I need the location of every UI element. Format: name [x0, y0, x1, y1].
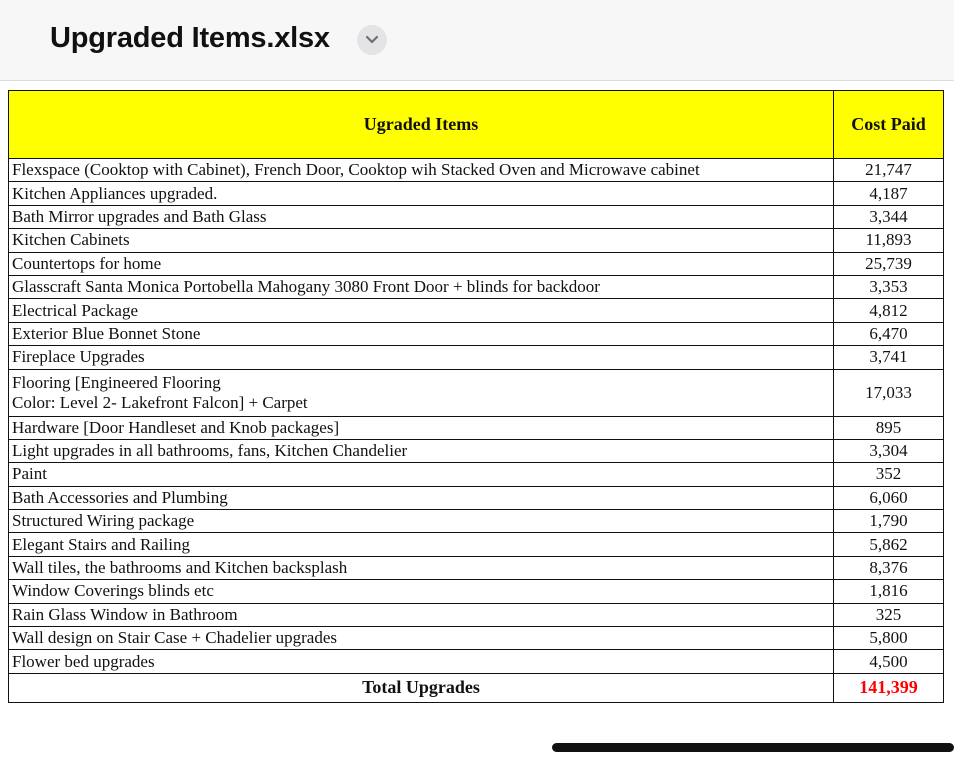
cost-cell[interactable]: 1,790: [834, 510, 944, 533]
cost-cell[interactable]: 8,376: [834, 556, 944, 579]
item-cell[interactable]: [9, 346, 834, 369]
item-text-line: Wall design on Stair Case + Chadelier upgrades: [12, 628, 338, 648]
item-text-line: Kitchen Cabinets: [12, 230, 130, 250]
spreadsheet-table: [8, 90, 944, 703]
document-title: Upgraded Items.xlsx: [50, 22, 330, 54]
item-text-line: Exterior Blue Bonnet Stone: [12, 323, 201, 343]
cost-cell[interactable]: 6,060: [834, 486, 944, 509]
item-text-line: Bath Accessories and Plumbing: [12, 487, 228, 507]
item-cell[interactable]: [9, 229, 834, 252]
cost-cell[interactable]: 11,893: [834, 229, 944, 252]
table-row: [9, 510, 944, 533]
item-cell[interactable]: [9, 603, 834, 626]
item-cell[interactable]: [9, 182, 834, 205]
table-row: [9, 439, 944, 462]
item-cell[interactable]: [9, 439, 834, 462]
horizontal-scrollbar[interactable]: [552, 743, 954, 752]
item-text-line: Rain Glass Window in Bathroom: [12, 604, 238, 624]
table-row: [9, 486, 944, 509]
item-text-line: Window Coverings blinds etc: [12, 581, 214, 601]
column-header-items[interactable]: Ugraded Items: [9, 91, 834, 159]
chevron-down-icon: [364, 33, 380, 47]
item-cell[interactable]: [9, 556, 834, 579]
item-cell[interactable]: [9, 416, 834, 439]
table-row: [9, 580, 944, 603]
cost-cell[interactable]: 17,033: [834, 369, 944, 416]
cost-cell[interactable]: 3,304: [834, 439, 944, 462]
cost-cell[interactable]: 21,747: [834, 159, 944, 182]
item-cell[interactable]: [9, 463, 834, 486]
title-bar: [0, 0, 954, 81]
item-cell[interactable]: [9, 510, 834, 533]
table-row: [9, 369, 944, 416]
item-text-line: Structured Wiring package: [12, 511, 195, 531]
header-row: [9, 91, 944, 159]
table-row: [9, 229, 944, 252]
item-text-line: Countertops for home: [12, 253, 162, 273]
item-text-line: Flooring [Engineered Flooring: [12, 372, 221, 392]
item-cell[interactable]: [9, 275, 834, 298]
cost-cell[interactable]: 5,800: [834, 627, 944, 650]
item-text-line: Flower bed upgrades: [12, 651, 155, 671]
table-row: [9, 556, 944, 579]
item-cell[interactable]: [9, 650, 834, 673]
item-cell[interactable]: [9, 299, 834, 322]
cost-cell[interactable]: 352: [834, 463, 944, 486]
item-text-line: Bath Mirror upgrades and Bath Glass: [12, 206, 267, 226]
item-cell[interactable]: [9, 580, 834, 603]
item-cell[interactable]: [9, 252, 834, 275]
title-menu-button[interactable]: [357, 25, 387, 55]
column-header-cost[interactable]: Cost Paid: [834, 91, 944, 159]
table-row: [9, 650, 944, 673]
cost-cell[interactable]: 4,812: [834, 299, 944, 322]
table-row: [9, 533, 944, 556]
table-row: [9, 627, 944, 650]
cost-cell[interactable]: 1,816: [834, 580, 944, 603]
item-text-line: Paint: [12, 464, 47, 484]
cost-cell[interactable]: 4,500: [834, 650, 944, 673]
cost-cell[interactable]: 325: [834, 603, 944, 626]
table-row: [9, 463, 944, 486]
table-row: [9, 416, 944, 439]
table-row: [9, 603, 944, 626]
cost-cell[interactable]: 895: [834, 416, 944, 439]
cost-cell[interactable]: 25,739: [834, 252, 944, 275]
item-text-line: Electrical Package: [12, 300, 139, 320]
cost-cell[interactable]: 5,862: [834, 533, 944, 556]
item-text-line: Fireplace Upgrades: [12, 347, 145, 367]
total-label[interactable]: Total Upgrades: [9, 673, 834, 702]
table-body: [9, 159, 944, 674]
item-text-line: Hardware [Door Handleset and Knob packages]: [12, 417, 340, 437]
cost-cell[interactable]: 3,741: [834, 346, 944, 369]
table-row: [9, 252, 944, 275]
item-text-line: Wall tiles, the bathrooms and Kitchen backsplash: [12, 558, 348, 578]
table-row: [9, 205, 944, 228]
item-text-line: Flexspace (Cooktop with Cabinet), French Door, Cooktop wih Stacked Oven and Microwave cabinet: [12, 160, 700, 180]
table-row: [9, 275, 944, 298]
item-text-line: Glasscraft Santa Monica Portobella Mahogany 3080 Front Door + blinds for backdoor: [12, 277, 600, 297]
item-text-line: Kitchen Appliances upgraded.: [12, 183, 218, 203]
item-cell[interactable]: [9, 533, 834, 556]
item-cell[interactable]: [9, 627, 834, 650]
total-row: [9, 673, 944, 702]
item-text-line: Light upgrades in all bathrooms, fans, Kitchen Chandelier: [12, 441, 408, 461]
table-row: [9, 299, 944, 322]
cost-cell[interactable]: 3,353: [834, 275, 944, 298]
item-cell[interactable]: [9, 369, 834, 416]
item-text-line: Color: Level 2- Lakefront Falcon] + Carpet: [12, 392, 308, 412]
item-cell[interactable]: [9, 322, 834, 345]
item-cell[interactable]: [9, 486, 834, 509]
table-row: [9, 322, 944, 345]
cost-cell[interactable]: 6,470: [834, 322, 944, 345]
table-row: [9, 159, 944, 182]
cost-cell[interactable]: 3,344: [834, 205, 944, 228]
cost-cell[interactable]: 4,187: [834, 182, 944, 205]
table-row: [9, 182, 944, 205]
item-cell[interactable]: [9, 159, 834, 182]
table-row: [9, 346, 944, 369]
item-text-line: Elegant Stairs and Railing: [12, 534, 190, 554]
total-value[interactable]: 141,399: [834, 673, 944, 702]
item-cell[interactable]: [9, 205, 834, 228]
